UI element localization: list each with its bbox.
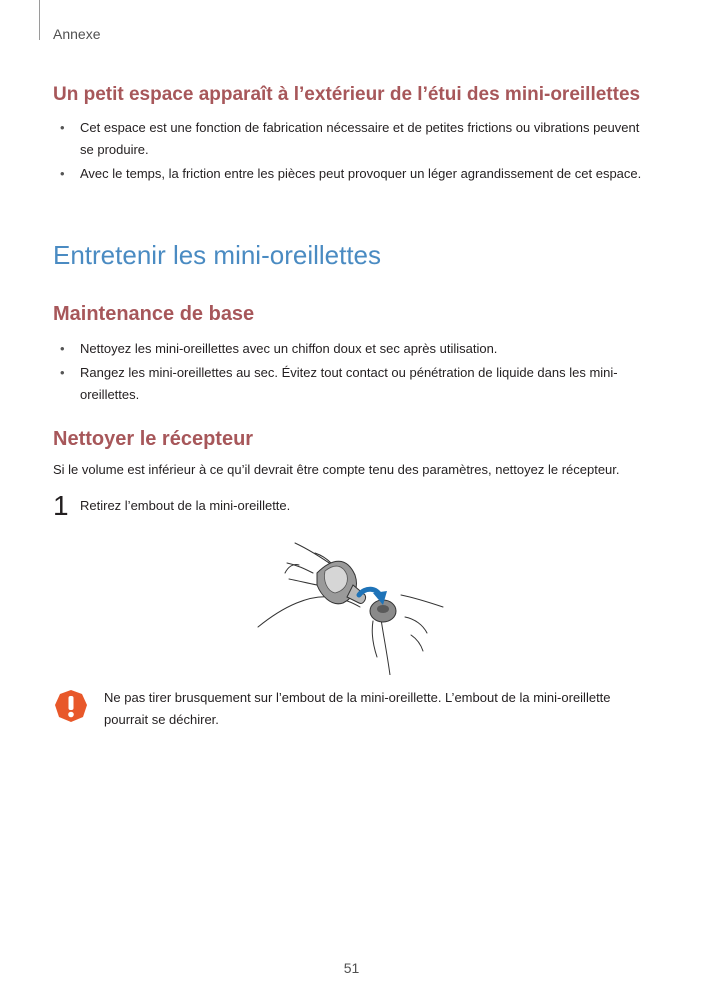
warning-text: Ne pas tirer brusquement sur l’embout de la mini-oreillette. L’embout de la mini-oreillette pourrait se déchirer. — [104, 690, 611, 727]
list-item: • Nettoyez les mini-oreillettes avec un chiffon doux et sec après utilisation. — [60, 341, 498, 356]
bullet-text: Nettoyez les mini-oreillettes avec un chiffon doux et sec après utilisation. — [80, 341, 498, 356]
gap-section-title: Un petit espace apparaît à l’extérieur de l’étui des mini-oreillettes — [53, 84, 641, 105]
header-rule — [39, 0, 40, 40]
gap-section-bullets — [53, 117, 643, 187]
maintenance-bullets — [53, 338, 643, 408]
list-item: • Rangez les mini-oreillettes au sec. Évitez tout contact ou pénétration de liquide dans les mini-oreillettes. — [60, 365, 618, 402]
cleaning-title: Nettoyer le récepteur — [53, 428, 254, 450]
page-number: 51 — [343, 960, 360, 976]
bullet-text: Rangez les mini-oreillettes au sec. Évitez tout contact ou pénétration de liquide dans les mini-oreillettes. — [80, 365, 618, 402]
care-section-title: Entretenir les mini-oreillettes — [53, 240, 382, 270]
step-text: Retirez l’embout de la mini-oreillette. — [80, 498, 291, 513]
warning-icon — [53, 688, 89, 724]
running-header: Annexe — [53, 26, 101, 42]
maintenance-title: Maintenance de base — [53, 303, 255, 325]
bullet-text: Avec le temps, la friction entre les pièces peut provoquer un léger agrandissement de cet espace. — [80, 166, 642, 181]
step-number: 1 — [53, 490, 69, 521]
cleaning-intro: Si le volume est inférieur à ce qu’il devrait être compte tenu des paramètres, nettoyez le récepteur. — [53, 462, 620, 477]
remove-eartip-illustration — [255, 535, 450, 675]
bullet-text: Cet espace est une fonction de fabrication nécessaire et de petites frictions ou vibrations peuvent se produire. — [80, 120, 640, 157]
list-item: • Cet espace est une fonction de fabrication nécessaire et de petites frictions ou vibrations peuvent se produire. — [60, 120, 640, 157]
list-item: • Avec le temps, la friction entre les pièces peut provoquer un léger agrandissement de cet espace. — [60, 166, 642, 181]
